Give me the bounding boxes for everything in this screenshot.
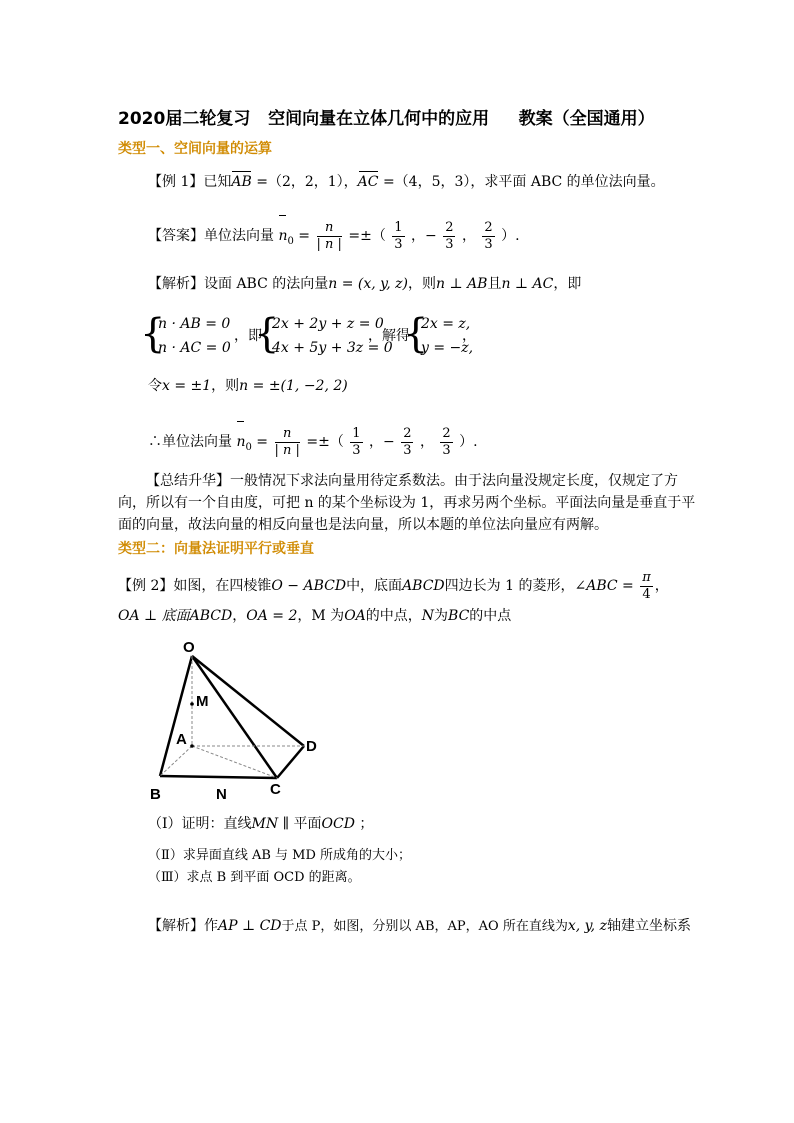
question-2: （Ⅱ）求异面直线 AB 与 MD 所成角的大小； xyxy=(148,848,412,863)
vector-ac: AC xyxy=(357,174,379,190)
page-title: 2020届二轮复习 空间向量在立体几何中的应用 教案（全国通用） xyxy=(118,109,655,129)
example-2-line-1: 【例 2】如图，在四棱锥O − ABCD中，底面ABCD四边长为 1 的菱形，∠ABC = $\frac{\pi}{4}$ ， xyxy=(118,569,669,602)
analysis-2: 【解析】作AP ⊥ CD于点 P，如图，分别以 AB，AP，AO 所在直线为x, y, z轴建立坐标系 xyxy=(148,918,691,934)
system-1-eq-a: n · AB = 0 xyxy=(158,316,231,332)
brace-left-1: { xyxy=(140,311,166,357)
example-1: 【例 1】已知AB =（2，2，1），AC =（4，5，3），求平面 ABC 的单位法向量。 xyxy=(148,174,665,190)
point-m xyxy=(190,702,194,706)
question-3: （Ⅲ）求点 B 到平面 OCD 的距离。 xyxy=(148,870,361,885)
system-3-eq-a: 2x = z, xyxy=(421,316,471,332)
text-solve: ，解得 xyxy=(368,328,410,344)
summary-paragraph: 【总结升华】一般情况下求法向量用待定系数法。由于法向量没规定长度，仅规定了方向，所以有一个自由度，可把 n 的某个坐标设为 1，再求另两个坐标。平面法向量是垂直于平面的向量，故法向量的相反向量也是法向量，所以本题的单位法向量应有两解。 xyxy=(118,473,696,533)
label-o: O xyxy=(183,639,195,656)
let-line: 令x = ±1，则n = ±(1, −2, 2) xyxy=(148,378,348,394)
brace-left-3: { xyxy=(403,311,429,357)
answer-1: 【答案】单位法向量 $n_0$ = $\frac{n}{| n |}$ =±（ $\frac{1}{3}$ ，− $\frac{2}{3}$ ， $\frac{2}{3}$ ）. xyxy=(148,216,520,262)
edge-cd xyxy=(277,746,304,778)
vector-ab: AB xyxy=(231,174,252,190)
fraction-n-over-abs-n: $\frac{n}{| n |}$ xyxy=(316,219,342,252)
therefore-line: ∴单位法向量 $n_0$ = $\frac{n}{| n |}$ =±（ $\frac{1}{3}$ ，− $\frac{2}{3}$ ， $\frac{2}{3}$ ）. xyxy=(148,422,478,468)
system-2-eq-a: 2x + 2y + z = 0 xyxy=(272,316,384,332)
brace-left-2: { xyxy=(254,311,280,357)
system-3-eq-b: y = −z, xyxy=(421,340,474,356)
label-n: N xyxy=(216,786,227,803)
edge-oc xyxy=(192,656,277,778)
edge-ob xyxy=(160,656,192,776)
label-c: C xyxy=(270,781,281,798)
question-1: （Ⅰ）证明：直线MN ∥ 平面OCD ； xyxy=(148,816,374,832)
edge-ac xyxy=(192,746,277,778)
text-ie: ，即 xyxy=(234,328,262,344)
label-a: A xyxy=(176,731,187,748)
system-1-eq-b: n · AC = 0 xyxy=(158,340,231,356)
section-heading-1: 类型一、空间向量的运算 xyxy=(118,141,272,157)
pyramid-figure xyxy=(140,636,340,806)
section-heading-2: 类型二：向量法证明平行或垂直 xyxy=(118,541,314,557)
edge-bc xyxy=(160,776,277,778)
example-2-line-2: OA ⊥ 底面ABCD，OA = 2，M 为OA的中点，N为BC的中点 xyxy=(118,608,512,624)
label-b: B xyxy=(150,786,161,803)
edge-od xyxy=(192,656,304,746)
label-d: D xyxy=(306,738,317,755)
label-m: M xyxy=(196,693,209,710)
document-page: 2020届二轮复习 空间向量在立体几何中的应用 教案（全国通用） 类型一、空间向量的运算 【例 1】已知AB =（2，2，1），AC =（4，5，3），求平面 ABC 的单位法向量。 【答案】单位法向量 $n_0$ = $\frac{n}{| n |}$ =±（ $\frac{1}{3}$ ，− $\frac{2}{3}$ ， $\frac{2}{3}$ ）. 【解析】设面 ABC 的法向量n = (x, y, z)，则n ⊥ AB且n ⊥ AC，即 { n · AB = 0 n · AC = 0 ，即 { 2x + 2y + z = 0 4x + 5y + 3z = 0 ，解得 { 2x = z, y = −z, ， 令x = ±1，则n = ±(1, −2, 2) ∴单位法向量 $n_0$ = $\frac{n}{| n |}$ =±（ $\frac{1}{3}$ ，− $\frac{2}{3}$ ， $\frac{2}{3}$ ）. 【总结升华】一般情况下求法向量用待定系数法。由于法向量没规定长度，仅规定了方向，所以有一个自由度，可把 n 的某个坐标设为 1，再求另两个坐标。平面法向量是垂直于平面的向量，故法向量的相反向量也是法向量，所以本题的单位法向量应有两解。 类型二：向量法证明平行或垂直 【例 2】如图，在四棱锥O − ABCD中，底面ABCD四边长为 1 的菱形，∠ABC = $\frac{\pi}{4}$ ， OA ⊥ 底面ABCD，OA = 2，M 为OA的中点，N为BC的中点 O M A D B N C （Ⅰ）证明：直线MN ∥ 平面OCD ； （Ⅱ）求异面直线 AB 与 MD 所成角的大小； （Ⅲ）求点 B 到平面 OCD 的距离。 【解析】作AP ⊥ CD于点 P，如图，分别以 AB，AP，AO 所在直线为x, y, z轴建立坐标系 xyxy=(0,0,794,1123)
system-2-eq-b: 4x + 5y + 3z = 0 xyxy=(272,340,393,356)
analysis-1-intro: 【解析】设面 ABC 的法向量n = (x, y, z)，则n ⊥ AB且n ⊥ AC，即 xyxy=(148,276,582,292)
point-a xyxy=(190,744,194,748)
